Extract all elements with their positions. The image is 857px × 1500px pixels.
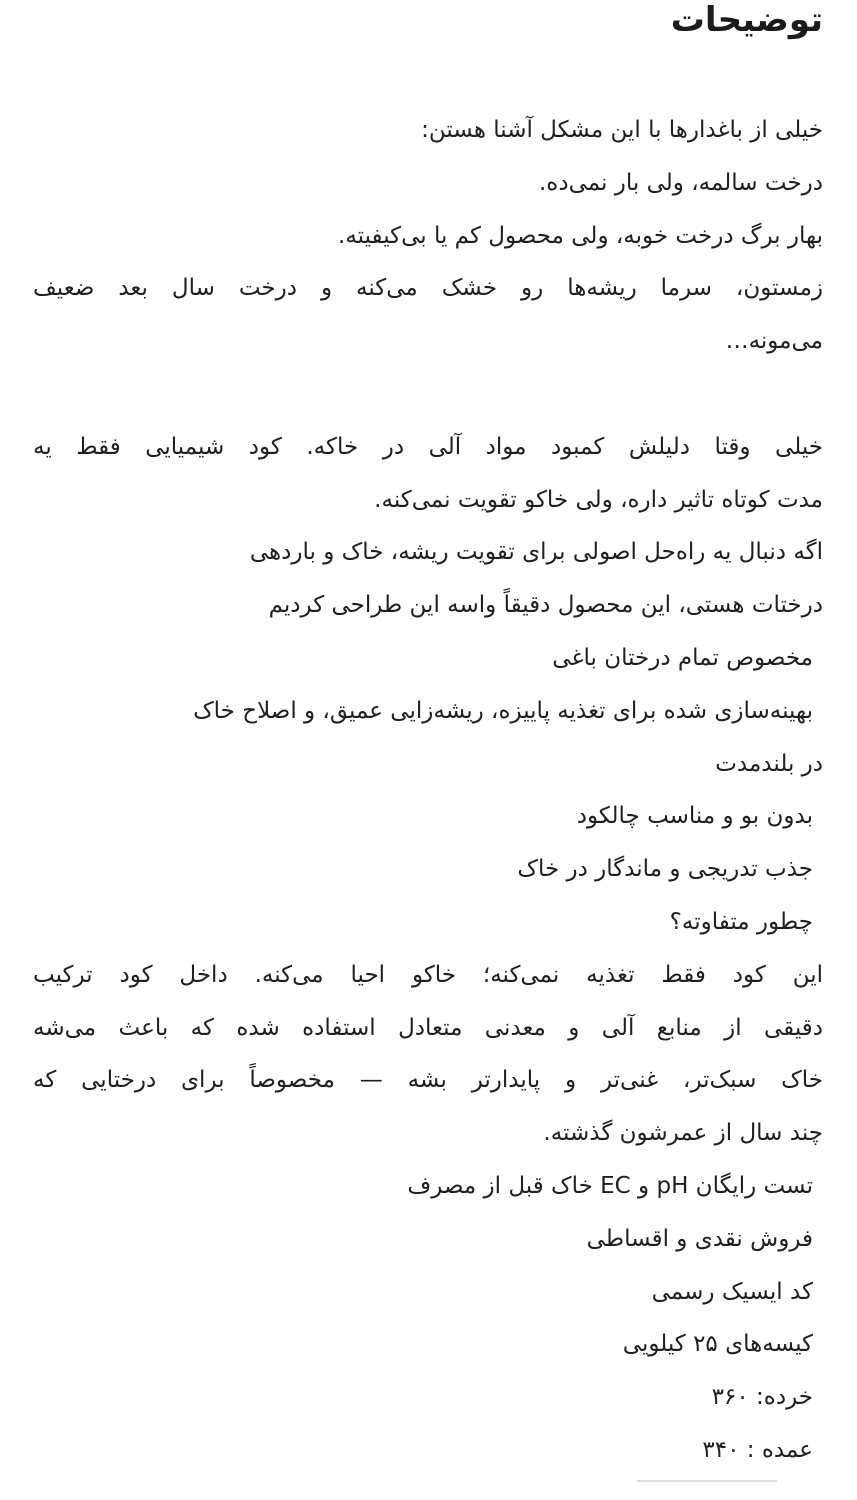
description-line: خاک سبک‌تر، غنی‌تر و پایدارتر بشه — مخصوصاً برای درختایی که xyxy=(33,1067,823,1094)
price-retail: خرده: ۳۶۰ xyxy=(711,1384,813,1411)
description-line: مدت کوتاه تاثیر داره، ولی خاکو تقویت نمی‌کنه. xyxy=(374,486,823,513)
description-line: بهینه‌سازی شده برای تغذیه پاییزه، ریشه‌زایی عمیق، و اصلاح خاک xyxy=(193,697,813,724)
description-line: جذب تدریجی و ماندگار در خاک xyxy=(517,856,813,883)
description-line: در بلندمدت xyxy=(715,750,823,777)
description-line: چند سال از عمرشون گذشته. xyxy=(543,1120,823,1147)
description-line: می‌مونه… xyxy=(725,328,823,355)
description-line: کیسه‌های ۲۵ کیلویی xyxy=(622,1331,813,1358)
price-wholesale: عمده : ۳۴۰ xyxy=(702,1436,813,1463)
description-line: خیلی وقتا دلیلش کمبود مواد آلی در خاکه. کود شیمیایی فقط یه xyxy=(33,433,823,460)
description-line: درختات هستی، این محصول دقیقاً واسه این طراحی کردیم xyxy=(268,592,823,619)
bottom-fade xyxy=(0,1478,857,1500)
description-line: این کود فقط تغذیه نمی‌کنه؛ خاکو احیا می‌کنه. داخل کود ترکیب xyxy=(33,961,823,988)
description-line: بدون بو و مناسب چالکود xyxy=(576,803,813,830)
description-line: زمستون، سرما ریشه‌ها رو خشک می‌کنه و درخت سال بعد ضعیف xyxy=(33,275,823,302)
description-line: اگه دنبال یه راه‌حل اصولی برای تقویت ریشه، خاک و باردهی xyxy=(249,539,823,566)
description-line: خیلی از باغدارها با این مشکل آشنا هستن: xyxy=(421,117,823,143)
section-title: توضیحات xyxy=(670,0,823,40)
description-line: چطور متفاوته؟ xyxy=(669,908,813,935)
description-line: کد ایسیک رسمی xyxy=(651,1278,813,1305)
description-line: درخت سالمه، ولی بار نمی‌ده. xyxy=(538,169,823,196)
description-line: بهار برگ درخت خوبه، ولی محصول کم یا بی‌کیفیته. xyxy=(338,222,823,249)
paragraph-spacer xyxy=(33,368,823,421)
description-text xyxy=(33,104,823,1477)
description-line: فروش نقدی و اقساطی xyxy=(586,1225,813,1252)
description-line: تست رایگان pH و EC خاک قبل از مصرف xyxy=(407,1172,813,1199)
description-line: دقیقی از منابع آلی و معدنی متعادل استفاده شده که باعث می‌شه xyxy=(33,1014,823,1041)
description-line: مخصوص تمام درختان باغی xyxy=(552,644,813,671)
